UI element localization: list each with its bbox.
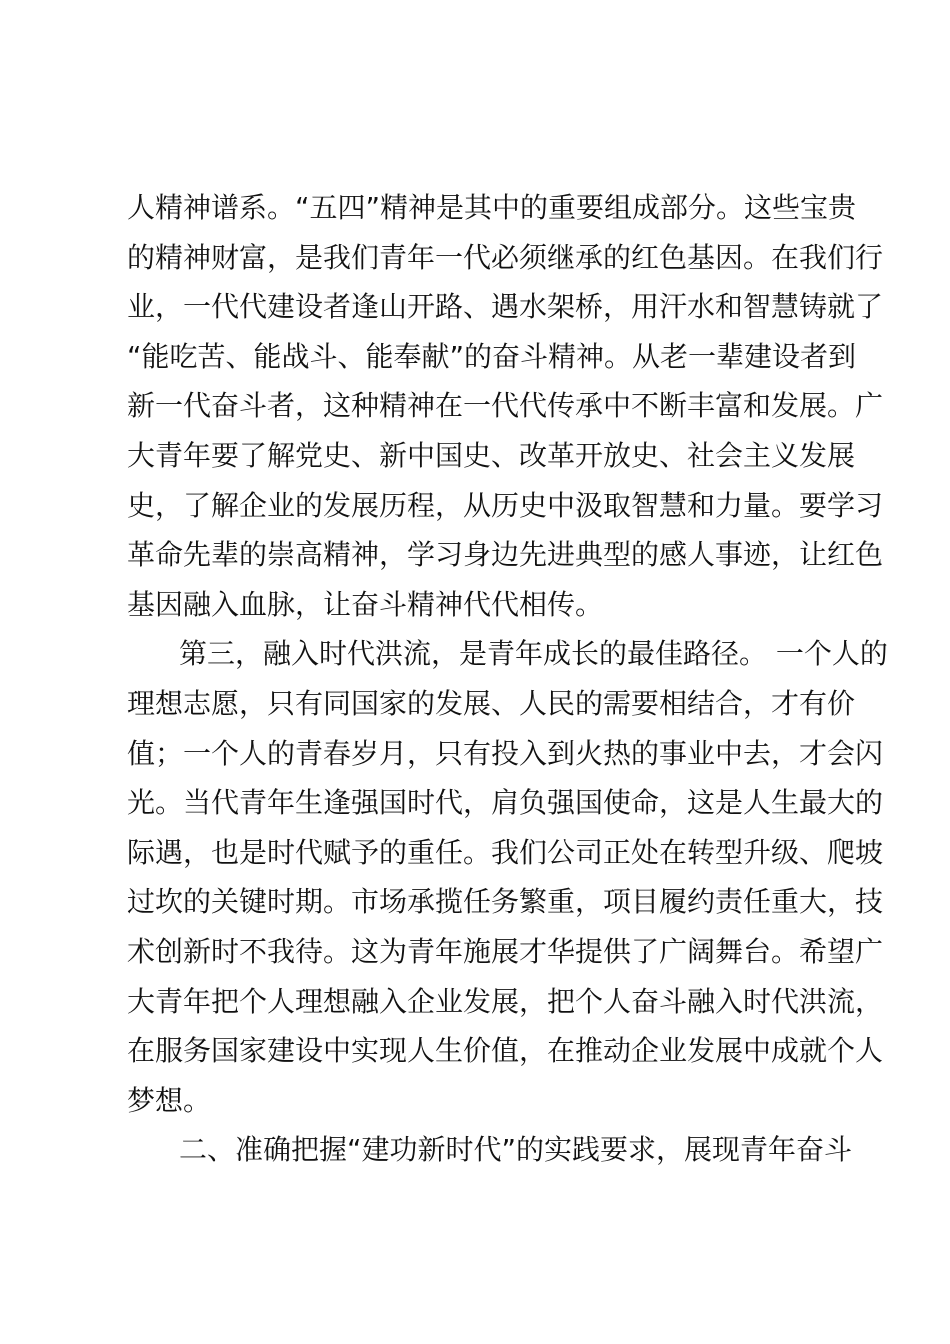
text-line: 光。当代青年生逢强国时代，肩负强国使命，这是人生最大的 <box>127 786 884 820</box>
text-line: 梦想。 <box>127 1083 212 1117</box>
text-line: 的精神财富，是我们青年一代必须继承的红色基因。在我们行 <box>127 240 884 274</box>
text-line: 际遇，也是时代赋予的重任。我们公司正处在转型升级、爬坡 <box>127 835 884 869</box>
text-line: 人精神谱系。“五四”精神是其中的重要组成部分。这些宝贵 <box>127 191 857 224</box>
text-line: 大青年要了解党史、新中国史、改革开放史、社会主义发展 <box>127 438 856 472</box>
text-line: 过坎的关键时期。市场承揽任务繁重，项目履约责任重大，技 <box>127 885 884 919</box>
document-body <box>127 183 888 1175</box>
text-line: 革命先辈的崇高精神，学习身边先进典型的感人事迹，让红色 <box>127 538 884 572</box>
text-line: 基因融入血脉，让奋斗精神代代相传。 <box>127 587 604 621</box>
text-line: 第三，融入时代洪流，是青年成长的最佳路径。 一个人的 <box>179 637 888 671</box>
text-line: 理想志愿，只有同国家的发展、人民的需要相结合，才有价 <box>127 686 856 720</box>
section-heading-line: 二、准确把握“建功新时代”的实践要求，展现青年奋斗 <box>179 1133 853 1167</box>
text-line: 业，一代代建设者逢山开路、遇水架桥，用汗水和智慧铸就了 <box>127 290 884 324</box>
paragraph-red-gene <box>127 183 884 629</box>
text-line: 在服务国家建设中实现人生价值，在推动企业发展中成就个人 <box>127 1034 884 1068</box>
text-line: 术创新时不我待。这为青年施展才华提供了广阔舞台。希望广 <box>127 934 884 968</box>
paragraph-third-point <box>127 629 888 1125</box>
section-heading-two <box>127 1125 853 1175</box>
text-line: 值；一个人的青春岁月，只有投入到火热的事业中去，才会闪 <box>127 736 884 770</box>
text-line: 新一代奋斗者，这种精神在一代代传承中不断丰富和发展。广 <box>127 389 884 423</box>
text-line: 史，了解企业的发展历程，从历史中汲取智慧和力量。要学习 <box>127 488 884 522</box>
text-line: 大青年把个人理想融入企业发展，把个人奋斗融入时代洪流， <box>127 984 884 1018</box>
text-line: “能吃苦、能战斗、能奉献”的奋斗精神。从老一辈建设者到 <box>127 339 857 373</box>
